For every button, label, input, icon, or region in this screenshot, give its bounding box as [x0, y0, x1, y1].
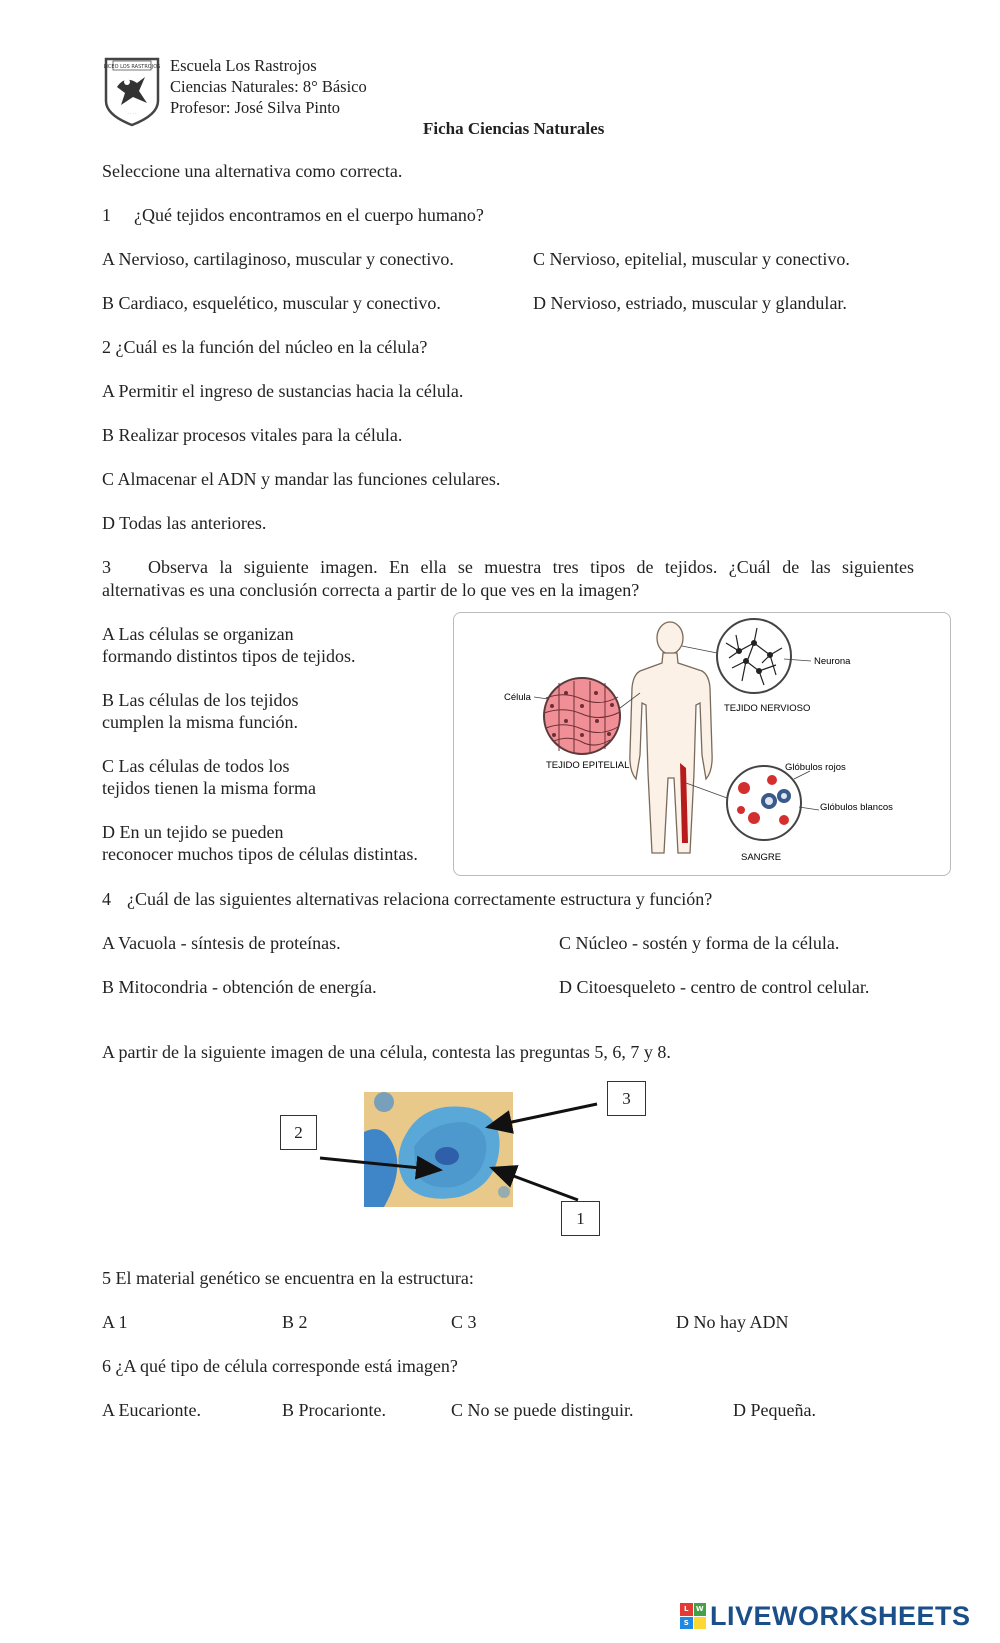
- q5-option-c[interactable]: C 3: [451, 1312, 477, 1332]
- q1-number: 1: [102, 205, 111, 225]
- q3-option-b[interactable]: [102, 689, 298, 733]
- q3-option-a-line1: A Las células se organizan: [102, 624, 294, 644]
- page-title: Ficha Ciencias Naturales: [423, 119, 605, 138]
- q3-option-b-line2: cumplen la misma función.: [102, 712, 298, 732]
- q2-option-d[interactable]: D Todas las anteriores.: [102, 513, 267, 533]
- q3-option-b-line1: B Las células de los tejidos: [102, 690, 299, 710]
- label-celula: Célula: [504, 692, 531, 703]
- liveworksheets-text: LIVEWORKSHEETS: [710, 1600, 971, 1631]
- course-name: Ciencias Naturales: 8° Básico: [170, 77, 367, 96]
- q5-text: 5 El material genético se encuentra en la estructura:: [102, 1268, 474, 1288]
- tissue-figure-drawing: [454, 613, 950, 875]
- q3-option-c-line1: C Las células de todos los: [102, 756, 290, 776]
- q3-text-line2: alternativas es una conclusión correcta a partir de lo que ves en la imagen?: [102, 580, 640, 600]
- q2-option-c[interactable]: C Almacenar el ADN y mandar las funciones celulares.: [102, 469, 501, 489]
- logo-text: LICEO LOS RASTROJOS: [103, 64, 161, 70]
- teacher-name: Profesor: José Silva Pinto: [170, 98, 341, 117]
- q3-option-d[interactable]: [102, 821, 418, 865]
- q6-option-c[interactable]: C No se puede distinguir.: [451, 1400, 634, 1420]
- q1-option-a[interactable]: A Nervioso, cartilaginoso, muscular y conectivo.: [102, 249, 454, 269]
- q4-option-a[interactable]: A Vacuola - síntesis de proteínas.: [102, 933, 341, 953]
- epithelial-tissue-icon: [534, 678, 640, 754]
- q6-option-d[interactable]: D Pequeña.: [733, 1400, 816, 1420]
- q3-number: 3: [102, 557, 111, 577]
- q3-option-d-line1: D En un tejido se pueden: [102, 822, 284, 842]
- liveworksheets-logo-icon: L W S: [680, 1603, 706, 1629]
- label-globulos-rojos: Glóbulos rojos: [785, 762, 846, 773]
- svg-text:· · · ·: · · · ·: [127, 111, 137, 116]
- arrow-2: [320, 1158, 440, 1170]
- q3-option-a[interactable]: [102, 623, 356, 667]
- q4-option-c[interactable]: C Núcleo - sostén y forma de la célula.: [559, 933, 840, 953]
- q2-text: 2 ¿Cuál es la función del núcleo en la célula?: [102, 337, 428, 357]
- label-globulos-blancos: Glóbulos blancos: [820, 802, 893, 813]
- instruction-text: Seleccione una alternativa como correcta.: [102, 161, 403, 181]
- school-logo: [103, 57, 161, 127]
- q3-option-d-line2: reconocer muchos tipos de células distintas.: [102, 844, 418, 864]
- school-name: Escuela Los Rastrojos: [170, 56, 317, 75]
- q5-option-d[interactable]: D No hay ADN: [676, 1312, 789, 1332]
- q1-text: ¿Qué tejidos encontramos en el cuerpo humano?: [134, 205, 484, 225]
- label-tejido-epitelial: TEJIDO EPITELIAL: [546, 760, 630, 771]
- q6-option-a[interactable]: A Eucarionte.: [102, 1400, 201, 1420]
- q4-option-b[interactable]: B Mitocondria - obtención de energía.: [102, 977, 377, 997]
- q2-option-a[interactable]: A Permitir el ingreso de sustancias hacia la célula.: [102, 381, 464, 401]
- cell-label-2: 2: [280, 1115, 317, 1150]
- q3-option-c-line2: tejidos tienen la misma forma: [102, 778, 316, 798]
- tissue-figure: [453, 612, 951, 876]
- q1-option-c[interactable]: C Nervioso, epitelial, muscular y conectivo.: [533, 249, 850, 269]
- label-tejido-nervioso: TEJIDO NERVIOSO: [724, 703, 811, 714]
- q4-number: 4: [102, 889, 111, 909]
- q1-option-b[interactable]: B Cardiaco, esquelético, muscular y conectivo.: [102, 293, 441, 313]
- arrow-1: [492, 1168, 578, 1200]
- q6-option-b[interactable]: B Procarionte.: [282, 1400, 386, 1420]
- q5-option-a[interactable]: A 1: [102, 1312, 128, 1332]
- q1-option-d[interactable]: D Nervioso, estriado, muscular y glandular.: [533, 293, 847, 313]
- q2-option-b[interactable]: B Realizar procesos vitales para la célula.: [102, 425, 403, 445]
- q3-text-line1: Observa la siguiente imagen. En ella se muestra tres tipos de tejidos. ¿Cuál de las siguientes: [148, 557, 914, 577]
- q4-option-d[interactable]: D Citoesqueleto - centro de control celular.: [559, 977, 870, 997]
- q4-text: ¿Cuál de las siguientes alternativas relaciona correctamente estructura y función?: [127, 889, 713, 909]
- cell-arrows: [300, 1075, 660, 1240]
- q3-option-a-line2: formando distintos tipos de tejidos.: [102, 646, 356, 666]
- label-neurona: Neurona: [814, 656, 851, 667]
- q6-text: 6 ¿A qué tipo de célula corresponde está imagen?: [102, 1356, 458, 1376]
- label-sangre: SANGRE: [741, 852, 782, 863]
- cell-intro-text: A partir de la siguiente imagen de una célula, contesta las preguntas 5, 6, 7 y 8.: [102, 1042, 671, 1062]
- arrow-3: [488, 1104, 597, 1127]
- q5-option-b[interactable]: B 2: [282, 1312, 308, 1332]
- q3-option-c[interactable]: [102, 755, 316, 799]
- cell-label-1: 1: [561, 1201, 600, 1236]
- liveworksheets-brand[interactable]: [680, 1600, 971, 1632]
- human-body: [630, 622, 712, 853]
- cell-label-3: 3: [607, 1081, 646, 1116]
